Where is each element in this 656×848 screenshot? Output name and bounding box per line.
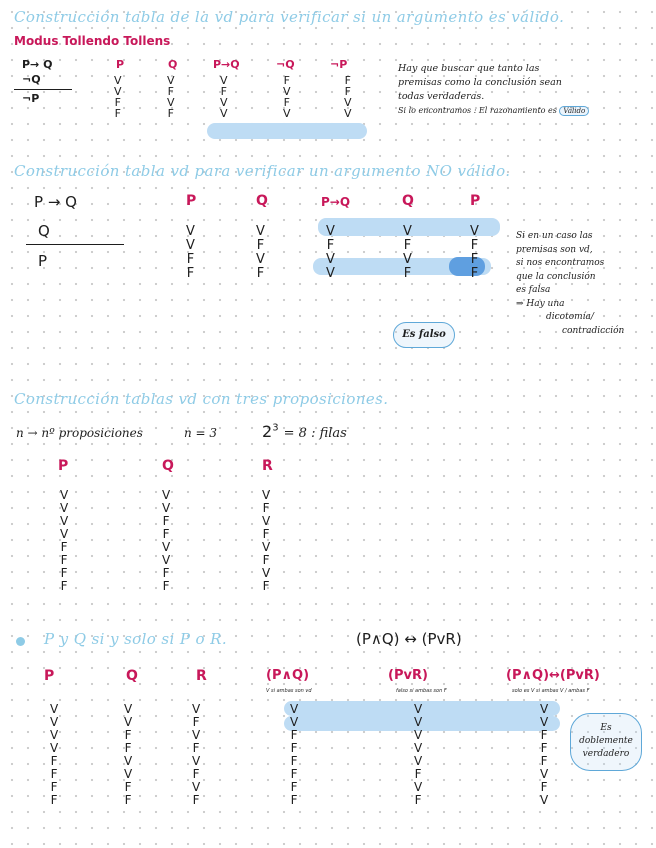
s2-p2-2: F	[470, 238, 479, 253]
s1-header-q: Q	[168, 58, 178, 71]
s3-formula-n-value: n = 3	[184, 426, 218, 440]
s1-col-p	[114, 75, 122, 119]
s2-p-1: V	[186, 224, 195, 239]
section4-bullet-text: P y Q si y solo si P o R.	[44, 630, 227, 648]
s1-np-3: V	[344, 96, 352, 109]
s1-nq-2: V	[283, 85, 291, 98]
s2-q-2: F	[256, 238, 265, 253]
s3-r-3: V	[262, 514, 271, 528]
s4-r-4: F	[192, 741, 200, 755]
s2-header-p-implies-q: P→Q	[321, 195, 351, 209]
s4-bi-8: V	[540, 793, 549, 807]
s3-p-1: V	[60, 488, 69, 502]
s4-q-6: V	[124, 767, 133, 781]
s2-note	[516, 230, 624, 338]
s2-pq-4: V	[326, 266, 335, 281]
s1-nq-4: V	[283, 107, 291, 120]
s3-q-3: F	[162, 514, 170, 528]
s1-pq-3: V	[220, 96, 228, 109]
s1-col-not-p	[344, 75, 352, 119]
s3-q-6: V	[162, 553, 171, 567]
bullet-dot-icon	[16, 637, 25, 646]
s4-bi-2: V	[540, 715, 549, 729]
s2-note-line-2: premisas son vd,	[516, 244, 593, 255]
s4-q-5: V	[124, 754, 133, 768]
s4-q-2: V	[124, 715, 133, 729]
s1-note	[398, 62, 589, 118]
s1-note-line-2: premisas como la conclusión sean	[398, 77, 562, 88]
s4-badge-line-1: Es	[600, 723, 612, 733]
s3-q-8: F	[162, 579, 170, 593]
s2-note-line-3: si nos encontramos	[516, 258, 605, 268]
s2-q2-3: V	[403, 252, 412, 267]
s2-p-2: V	[186, 238, 195, 253]
section3-title: Construcción tablas vd con tres proposiciones.	[14, 390, 389, 408]
s2-header-p2: P	[470, 193, 481, 209]
s4-r-1: V	[192, 702, 201, 716]
s4-r-6: F	[192, 767, 200, 781]
s4-q-7: F	[124, 780, 132, 794]
s2-col-p2	[470, 225, 479, 281]
s4-col-r	[192, 703, 200, 807]
s1-col-q	[167, 75, 175, 119]
s4-header-r: R	[196, 668, 207, 684]
s4-p-4: V	[50, 741, 59, 755]
s3-col-q	[162, 489, 170, 593]
s1-premise-1: P→ Q	[22, 58, 53, 71]
s4-q-8: F	[124, 793, 132, 807]
s1-q-4: F	[167, 107, 174, 120]
s4-subnote-and: V si ambas son vd	[266, 688, 312, 694]
s4-p-7: F	[50, 780, 58, 794]
s1-p-1: V	[114, 74, 122, 87]
section2-title: Construcción tabla vd para verificar un argumento NO válido.	[14, 162, 511, 180]
s1-p-4: F	[114, 107, 121, 120]
s2-note-line-4: que la conclusión	[516, 271, 596, 282]
s4-header-p: P	[44, 668, 55, 684]
s4-p-3: V	[50, 728, 59, 742]
s4-col-q	[124, 703, 132, 807]
s3-p-3: V	[60, 514, 69, 528]
s2-p2-3: F	[470, 252, 479, 267]
s3-r-6: F	[262, 553, 270, 567]
s4-col-p-and-q	[290, 703, 298, 807]
s3-p-7: F	[60, 566, 68, 580]
s3-p-5: F	[60, 540, 68, 554]
s3-formula-result: = 8 : filas	[283, 426, 347, 441]
s3-formula-n: n → nº proposiciones	[16, 426, 143, 440]
s2-q-4: F	[256, 266, 265, 281]
s1-pq-4: V	[220, 107, 228, 120]
s4-pq-5: F	[290, 754, 298, 768]
s4-pr-3: V	[414, 728, 423, 742]
s4-bi-7: F	[540, 780, 548, 794]
s1-q-3: V	[167, 96, 175, 109]
s1-note-line-3: todas verdaderas.	[398, 91, 485, 102]
s2-header-q: Q	[256, 193, 268, 209]
s2-q2-2: F	[403, 238, 412, 253]
s4-subnote-biconditional: solo es V si ambas V / ambas F	[512, 688, 590, 694]
s4-pq-2: V	[290, 715, 299, 729]
s4-col-p-or-r	[414, 703, 422, 807]
s4-q-4: F	[124, 741, 132, 755]
s4-bi-1: V	[540, 702, 549, 716]
s4-pq-7: F	[290, 780, 298, 794]
s2-header-p: P	[186, 193, 197, 209]
s2-premise-2: Q	[38, 222, 50, 240]
s4-pr-4: V	[414, 741, 423, 755]
s3-q-1: V	[162, 488, 171, 502]
s1-header-not-p: ¬P	[330, 58, 348, 71]
s3-r-2: F	[262, 501, 270, 515]
s4-r-8: F	[192, 793, 200, 807]
s1-np-1: F	[344, 74, 351, 87]
s2-pq-3: V	[326, 252, 335, 267]
s3-r-7: V	[262, 566, 271, 580]
s4-bi-4: F	[540, 741, 548, 755]
s4-pq-1: V	[290, 702, 299, 716]
s2-note-line-7: dicotomía/	[546, 312, 594, 322]
s4-header-p-or-r: (PvR)	[388, 668, 428, 683]
s4-pr-8: F	[414, 793, 422, 807]
s4-bi-6: V	[540, 767, 549, 781]
s1-p-3: F	[114, 96, 121, 109]
s3-col-p	[60, 489, 68, 593]
s4-col-biconditional	[540, 703, 548, 807]
s1-q-2: F	[167, 85, 174, 98]
s3-r-4: F	[262, 527, 270, 541]
s3-col-r	[262, 489, 270, 593]
s2-p2-4: F	[470, 266, 479, 281]
s2-pq-1: V	[326, 224, 335, 239]
s4-header-biconditional: (P∧Q)↔(PvR)	[506, 668, 600, 683]
s2-note-line-8: contradicción	[562, 325, 625, 336]
s3-q-2: V	[162, 501, 171, 515]
s2-false-badge	[393, 322, 455, 348]
s4-subnote-or: falso si ambas son F	[396, 688, 447, 694]
s4-true-badge	[570, 713, 642, 771]
s4-r-2: F	[192, 715, 200, 729]
s4-pq-8: F	[290, 793, 298, 807]
s2-note-line-5: es falsa	[516, 285, 551, 295]
s2-conclusion: P	[38, 252, 48, 270]
s1-nq-1: F	[283, 74, 290, 87]
s3-p-2: V	[60, 501, 69, 515]
s3-q-5: V	[162, 540, 171, 554]
s3-r-8: F	[262, 579, 270, 593]
s2-note-line-1: Si en un caso las	[516, 231, 593, 241]
s4-pq-3: F	[290, 728, 298, 742]
s4-p-6: F	[50, 767, 58, 781]
s1-note-line-4: Si lo encontramos : El razonamiento es Válido	[398, 104, 589, 118]
s3-r-5: V	[262, 540, 271, 554]
s4-pr-6: F	[414, 767, 422, 781]
s1-col-not-q	[283, 75, 291, 119]
s1-note-line-1: Hay que buscar que tanto las	[398, 63, 540, 74]
s1-pq-1: V	[220, 74, 228, 87]
s1-conclusion: ¬P	[22, 92, 40, 105]
s4-p-1: V	[50, 702, 59, 716]
s4-pr-7: V	[414, 780, 423, 794]
s2-p-4: F	[186, 266, 195, 281]
s4-pr-1: V	[414, 702, 423, 716]
section1-title: Construcción tabla de la vd para verificar si un argumento es válido.	[14, 8, 565, 26]
s2-col-p	[186, 225, 195, 281]
s4-p-5: F	[50, 754, 58, 768]
s4-bi-5: F	[540, 754, 548, 768]
s1-col-p-implies-q	[220, 75, 228, 119]
s4-badge-line-2: doblemente	[579, 736, 633, 746]
s4-q-3: F	[124, 728, 132, 742]
s1-q-1: V	[167, 74, 175, 87]
s1-premise-2: ¬Q	[22, 73, 41, 86]
s3-q-4: F	[162, 527, 170, 541]
s4-col-p	[50, 703, 58, 807]
s4-p-8: F	[50, 793, 58, 807]
s2-argument-rule	[26, 244, 124, 245]
s3-p-4: V	[60, 527, 69, 541]
section4-formula: (P∧Q) ↔ (PvR)	[356, 630, 462, 648]
s4-bi-3: F	[540, 728, 548, 742]
s1-nq-3: F	[283, 96, 290, 109]
s2-q-3: V	[256, 252, 265, 267]
s3-r-1: V	[262, 488, 271, 502]
s1-header-not-q: ¬Q	[276, 58, 295, 71]
s2-col-q	[256, 225, 265, 281]
s1-np-2: F	[344, 85, 351, 98]
s4-r-5: V	[192, 754, 201, 768]
s1-valid-badge: Válido	[559, 106, 589, 116]
s1-p-2: V	[114, 85, 122, 98]
s3-q-7: F	[162, 566, 170, 580]
s3-p-6: F	[60, 553, 68, 567]
s2-header-q2: Q	[402, 193, 414, 209]
s3-header-q: Q	[162, 458, 174, 474]
s4-r-7: V	[192, 780, 201, 794]
s1-np-4: V	[344, 107, 352, 120]
s4-r-3: V	[192, 728, 201, 742]
s2-false-badge-label: Es falso	[402, 329, 446, 340]
s3-formula-exponent: 3	[272, 422, 279, 434]
section1-subtitle: Modus Tollendo Tollens	[14, 34, 171, 48]
s2-premise-1: P → Q	[34, 193, 77, 211]
s4-p-2: V	[50, 715, 59, 729]
s4-header-q: Q	[126, 668, 138, 684]
s2-pq-2: F	[326, 238, 335, 253]
s2-p-3: F	[186, 252, 195, 267]
s2-q2-1: V	[403, 224, 412, 239]
s4-pr-2: V	[414, 715, 423, 729]
s2-q-1: V	[256, 224, 265, 239]
s1-header-p-implies-q: P→Q	[213, 58, 240, 71]
s4-pr-5: V	[414, 754, 423, 768]
s3-p-8: F	[60, 579, 68, 593]
s4-q-1: V	[124, 702, 133, 716]
s3-header-p: P	[58, 458, 69, 474]
s1-highlight-row	[207, 123, 367, 139]
s1-header-p: P	[116, 58, 125, 71]
s1-argument-rule	[14, 89, 72, 90]
s2-col-p-implies-q	[326, 225, 335, 281]
s1-pq-2: F	[220, 85, 227, 98]
s3-header-r: R	[262, 458, 273, 474]
s2-col-q2	[403, 225, 412, 281]
s4-pq-4: F	[290, 741, 298, 755]
s4-badge-line-3: verdadero	[582, 749, 630, 759]
s2-false-conclusion-marker	[449, 257, 485, 276]
s3-formula-rows	[262, 422, 347, 441]
s4-pq-6: F	[290, 767, 298, 781]
s2-note-line-6: ⇒ Hay una	[516, 298, 565, 309]
s2-p2-1: V	[470, 224, 479, 239]
s4-header-p-and-q: (P∧Q)	[266, 668, 310, 683]
s2-q2-4: F	[403, 266, 412, 281]
s3-formula-base: 2	[262, 422, 273, 441]
